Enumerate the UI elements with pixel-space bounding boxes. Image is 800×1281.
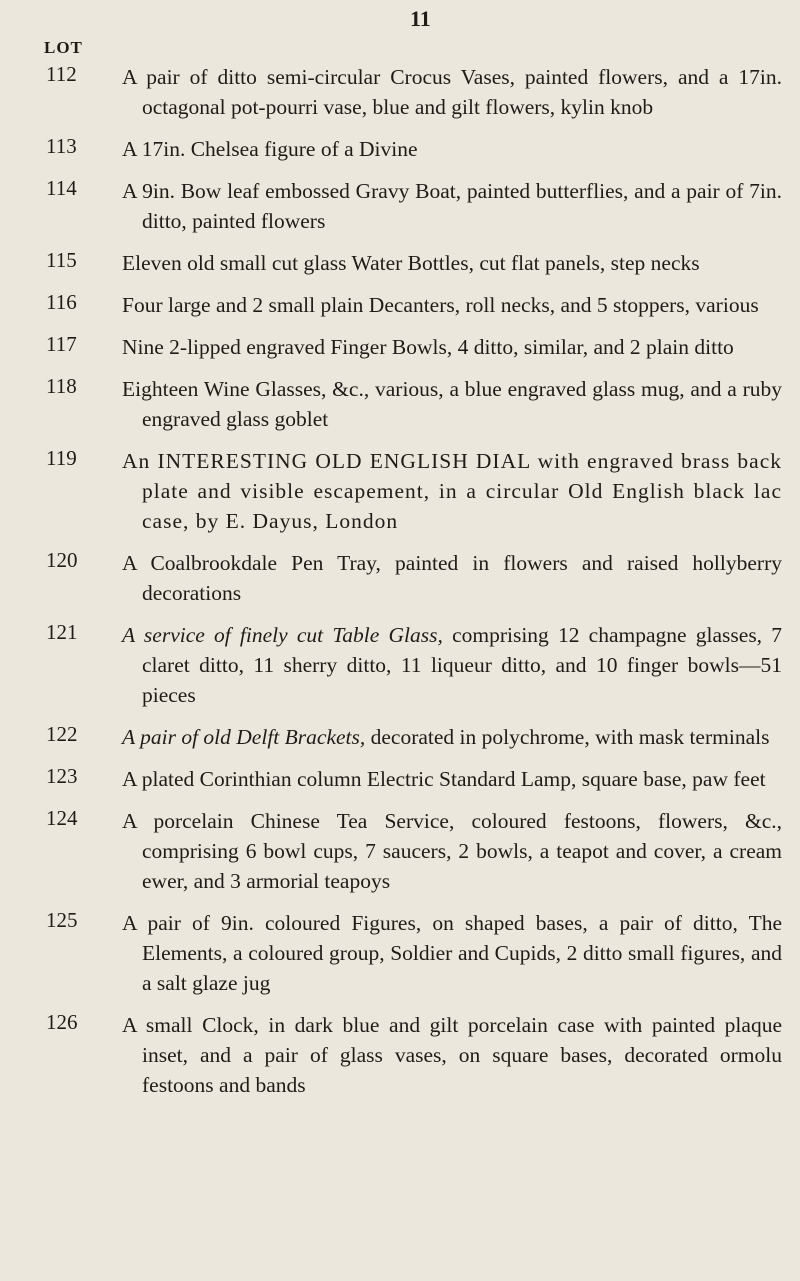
lot-number: 123 bbox=[46, 764, 78, 788]
lot-number: 120 bbox=[46, 548, 78, 572]
lot-number: 112 bbox=[46, 62, 77, 86]
lot-number: 114 bbox=[46, 176, 77, 200]
lot-entry bbox=[0, 176, 800, 236]
lot-entry bbox=[0, 332, 800, 362]
lot-entry bbox=[0, 908, 800, 998]
lot-description: A 17in. Chelsea figure of a Divine bbox=[122, 137, 418, 161]
lot-description: Four large and 2 small plain Decanters, roll necks, and 5 stoppers, various bbox=[122, 293, 759, 317]
lot-number: 113 bbox=[46, 134, 77, 158]
lot-entry bbox=[0, 446, 800, 536]
lot-entry bbox=[0, 134, 800, 164]
lot-title-italic: A pair of old Delft Brackets, bbox=[122, 725, 366, 749]
lot-description: Nine 2-lipped engraved Finger Bowls, 4 ditto, similar, and 2 plain ditto bbox=[122, 335, 734, 359]
lot-number: 119 bbox=[46, 446, 77, 470]
lot-entry bbox=[0, 548, 800, 608]
lot-number: 117 bbox=[46, 332, 77, 356]
lot-description: A plated Corinthian column Electric Standard Lamp, square base, paw feet bbox=[122, 767, 766, 791]
lot-description bbox=[122, 620, 782, 710]
lot-description: A small Clock, in dark blue and gilt porcelain case with painted plaque inset, and a pair of glass vases, on square bases, decorated ormolu festoons and bands bbox=[122, 1013, 782, 1097]
page-number: 11 bbox=[410, 6, 431, 31]
lot-number: 122 bbox=[46, 722, 78, 746]
lot-description: Eleven old small cut glass Water Bottles, cut flat panels, step necks bbox=[122, 251, 700, 275]
lot-number: 125 bbox=[46, 908, 78, 932]
lot-entry bbox=[0, 722, 800, 752]
lot-entry bbox=[0, 248, 800, 278]
lot-title-italic: A service of finely cut Table Glass, bbox=[122, 623, 443, 647]
lot-description: Eighteen Wine Glasses, &c., various, a blue engraved glass mug, and a ruby engraved glass goblet bbox=[122, 377, 782, 431]
lot-entry bbox=[0, 806, 800, 896]
lot-description: A 9in. Bow leaf embossed Gravy Boat, painted butterflies, and a pair of 7in. ditto, painted flowers bbox=[122, 179, 782, 233]
lot-entry bbox=[0, 1010, 800, 1100]
lot-number: 115 bbox=[46, 248, 77, 272]
lot-description-rest: comprising 12 champagne glasses, 7 claret ditto, 11 sherry ditto, 11 liqueur ditto, and 10 finger bowls—51 pieces bbox=[142, 623, 782, 707]
lot-description: A pair of 9in. coloured Figures, on shaped bases, a pair of ditto, The Elements, a coloured group, Soldier and Cupids, 2 ditto small figures, and a salt glaze jug bbox=[122, 911, 782, 995]
lot-entry bbox=[0, 62, 800, 122]
lot-entry bbox=[0, 374, 800, 434]
lot-description: A pair of ditto semi-circular Crocus Vases, painted flowers, and a 17in. octagonal pot-pourri vase, blue and gilt flowers, kylin knob bbox=[122, 65, 782, 119]
lot-description bbox=[122, 722, 782, 752]
lot-entry bbox=[0, 764, 800, 794]
lot-description: A Coalbrookdale Pen Tray, painted in flowers and raised hollyberry decorations bbox=[122, 551, 782, 605]
lot-description-rest: decorated in polychrome, with mask terminals bbox=[365, 725, 770, 749]
lot-column-heading: LOT bbox=[44, 38, 83, 57]
lot-number: 116 bbox=[46, 290, 77, 314]
lot-number: 118 bbox=[46, 374, 77, 398]
lot-description: A porcelain Chinese Tea Service, coloured festoons, flowers, &c., comprising 6 bowl cups, 7 saucers, 2 bowls, a teapot and cover, a cream ewer, and 3 armorial teapoys bbox=[122, 809, 782, 893]
lot-entry bbox=[0, 620, 800, 710]
lot-entry bbox=[0, 290, 800, 320]
lot-list bbox=[0, 62, 800, 1112]
lot-number: 124 bbox=[46, 806, 78, 830]
lot-description: An INTERESTING OLD ENGLISH DIAL with engraved brass back plate and visible escapement, in a circular Old English black lac case, by E. Dayus, London bbox=[122, 449, 782, 533]
lot-number: 121 bbox=[46, 620, 78, 644]
lot-number: 126 bbox=[46, 1010, 78, 1034]
